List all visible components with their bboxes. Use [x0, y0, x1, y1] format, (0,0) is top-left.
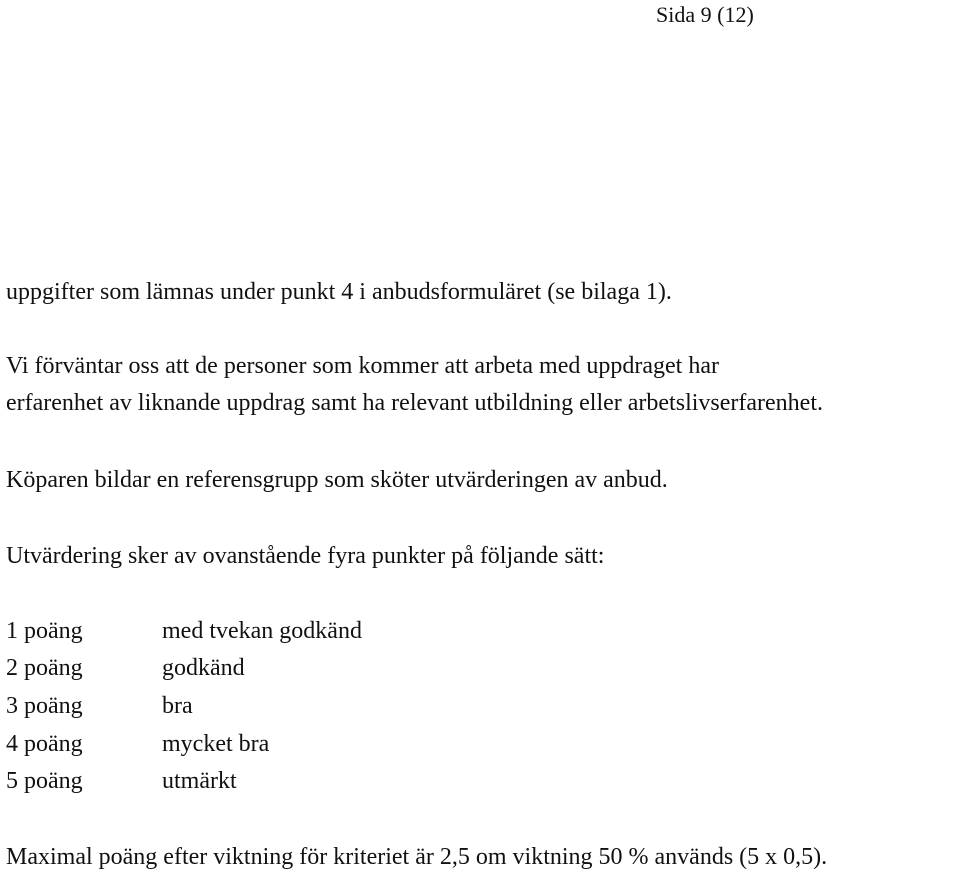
grade-row [6, 730, 269, 758]
grade-points: 3 poäng [6, 693, 83, 719]
grade-row [6, 654, 245, 682]
paragraph-experience-line-2: erfarenhet av liknande uppdrag samt ha relevant utbildning eller arbetslivserfarenhet. [6, 390, 823, 416]
grade-points: 2 poäng [6, 655, 83, 681]
grade-row [6, 767, 237, 795]
paragraph-evaluation-intro: Utvärdering sker av ovanstående fyra punkter på följande sätt: [6, 543, 605, 569]
grade-label: utmärkt [162, 768, 237, 794]
grade-points: 1 poäng [6, 618, 83, 644]
grade-label: med tvekan godkänd [162, 618, 362, 644]
grade-row [6, 617, 362, 645]
page-number: Sida 9 (12) [656, 2, 754, 27]
grade-points: 5 poäng [6, 768, 83, 794]
paragraph-max-score-note: Maximal poäng efter viktning för kriteriet är 2,5 om viktning 50 % används (5 x 0,5). [6, 844, 828, 870]
grade-label: bra [162, 693, 193, 719]
grade-label: godkänd [162, 655, 245, 681]
paragraph-reference-group: Köparen bildar en referensgrupp som sköter utvärderingen av anbud. [6, 467, 668, 493]
grade-row [6, 692, 193, 720]
grade-label: mycket bra [162, 731, 270, 757]
paragraph-continuation: uppgifter som lämnas under punkt 4 i anbudsformuläret (se bilaga 1). [6, 279, 672, 305]
grade-points: 4 poäng [6, 731, 83, 757]
paragraph-experience-line-1: Vi förväntar oss att de personer som kommer att arbeta med uppdraget har [6, 353, 719, 379]
